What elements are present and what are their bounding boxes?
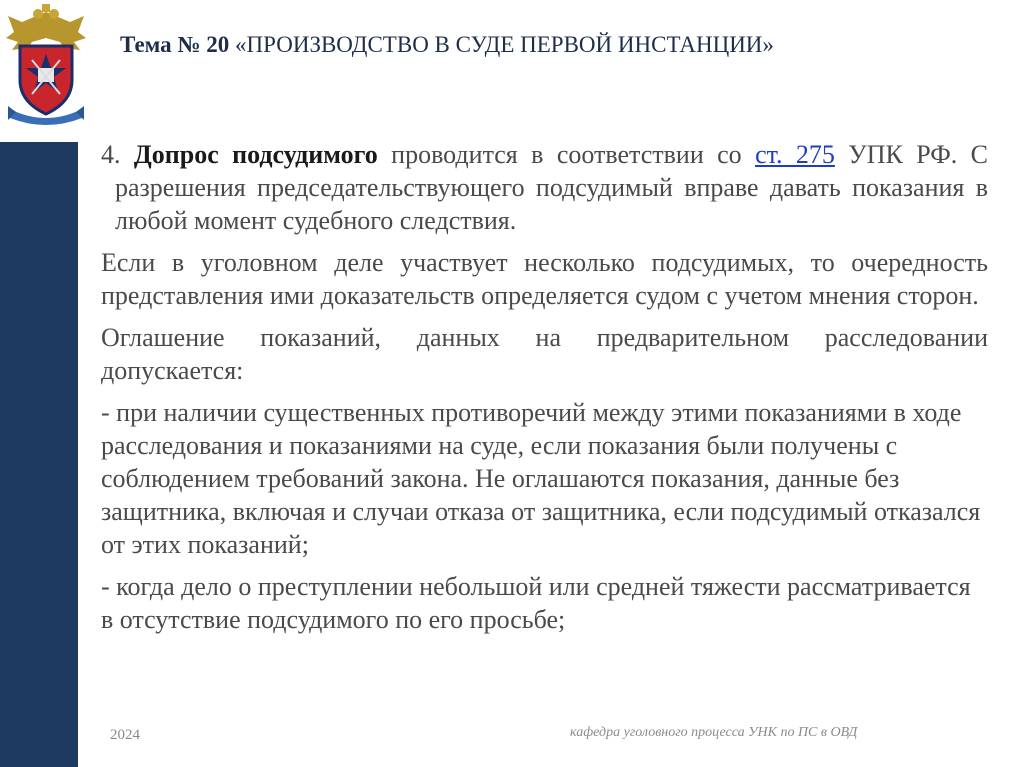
paragraph-interrogation [101,138,988,237]
article-275-link[interactable]: ст. 275 [755,140,835,169]
slide-body [101,138,988,645]
footer-year: 2024 [110,727,140,743]
paragraph-number: 4. [101,140,134,169]
footer-department: кафедра уголовного процесса УНК по ПС в ОВД [570,725,858,740]
list-item-absence: - когда дело о преступлении небольшой или средней тяжести рассматривается в отсутствие подсудимого по его просьбе; [101,572,971,634]
paragraph-reading-testimony: Оглашение показаний, данных на предварительном расследовании допускается: [101,323,988,385]
title-text: «ПРОИЗВОДСТВО В СУДЕ ПЕРВОЙ ИНСТАНЦИИ» [229,32,774,57]
list-item-contradictions: - при наличии существенных противоречий между этими показаниями в ходе расследования и показаниями на суде, если показания были получены с соблюдением требований закона. Не оглашаются показания, данные без защитника, включая и случаи отказа от защитника, если подсудимый отказался от этих показаний; [101,398,981,559]
sidebar-bar [0,142,78,767]
page-title [120,32,1000,58]
title-number: Тема № 20 [120,32,230,57]
police-emblem-icon [2,2,90,130]
paragraph-multiple-defendants: Если в уголовном деле участвует несколько подсудимых, то очередность представления ими доказательств определяется судом с учетом мнения сторон. [101,248,988,310]
paragraph-text-rest: УПК РФ. С разрешения председательствующего подсудимый вправе давать показания в любой момент судебного следствия. [115,140,989,235]
paragraph-text: проводится в соответствии со [377,140,756,169]
paragraph-heading: Допрос подсудимого [133,140,378,169]
